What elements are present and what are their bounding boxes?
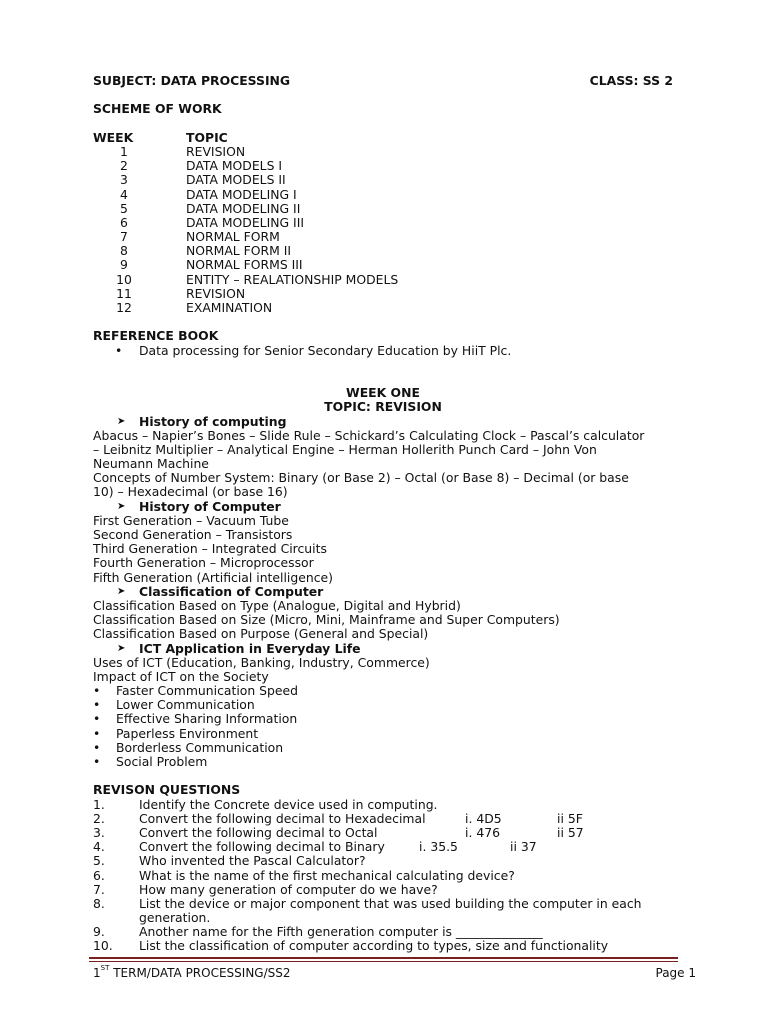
week-number: 1 xyxy=(120,143,128,159)
body-line: Classification Based on Size (Micro, Mini, Mainframe and Super Computers) xyxy=(93,612,560,628)
classification-heading: Classification of Computer xyxy=(139,583,324,599)
question-item xyxy=(93,939,673,953)
body-line: Classification Based on Purpose (General and Special) xyxy=(93,626,429,642)
impact-item: Borderless Communication xyxy=(116,739,284,755)
round-bullet-icon: • xyxy=(115,342,123,358)
question-text: Another name for the Fifth generation computer is ______________ xyxy=(139,924,543,940)
reference-text: Data processing for Senior Secondary Education by HiiT Plc. xyxy=(139,342,512,358)
body-line: – Leibnitz Multiplier – Analytical Engine – Herman Hollerith Punch Card – John Von xyxy=(93,441,597,457)
round-bullet-icon: • xyxy=(93,683,101,699)
week-number: 6 xyxy=(120,214,128,230)
section-heading xyxy=(93,415,673,429)
question-text: Convert the following decimal to Binary xyxy=(139,839,385,855)
body-line: Classification Based on Type (Analogue, Digital and Hybrid) xyxy=(93,597,461,613)
question-number: 1. xyxy=(93,796,105,812)
impact-item: Social Problem xyxy=(116,754,208,769)
week-topic: NORMAL FORM II xyxy=(186,243,292,259)
scheme-table xyxy=(93,145,673,315)
history-computer-heading: History of Computer xyxy=(139,498,281,514)
question-part-b: ii 37 xyxy=(510,839,537,855)
round-bullet-icon: • xyxy=(93,697,101,713)
question-number: 5. xyxy=(93,853,105,869)
week-number: 8 xyxy=(120,243,128,259)
list-item xyxy=(93,712,673,726)
body-line: Fourth Generation – Microprocessor xyxy=(93,555,314,571)
question-item xyxy=(93,869,673,883)
week-one-title: WEEK ONE xyxy=(346,385,420,401)
questions-title: REVISON QUESTIONS xyxy=(93,782,241,798)
footer-divider xyxy=(89,957,678,959)
question-item xyxy=(93,883,673,897)
question-number: 7. xyxy=(93,881,105,897)
arrowhead-bullet-icon: ➤ xyxy=(117,500,126,512)
week-topic: REVISION xyxy=(186,143,246,159)
scheme-row xyxy=(93,244,673,258)
question-text: List the classification of computer according to types, size and functionality xyxy=(139,938,609,954)
document-header xyxy=(93,74,673,88)
week-topic: DATA MODELS II xyxy=(186,172,286,188)
week-number: 11 xyxy=(116,285,132,301)
week-number: 2 xyxy=(120,158,128,174)
class-label: CLASS: SS 2 xyxy=(589,73,673,88)
week-number: 10 xyxy=(116,271,132,287)
question-part-a: i. 35.5 xyxy=(419,839,458,855)
question-text: What is the name of the first mechanical calculating device? xyxy=(139,867,515,883)
body-line: Uses of ICT (Education, Banking, Industry, Commerce) xyxy=(93,654,430,670)
body-line: Second Generation – Transistors xyxy=(93,527,293,542)
question-part-b: ii 5F xyxy=(557,810,583,826)
page-number: Page 1 xyxy=(655,966,696,980)
section-heading xyxy=(93,585,673,599)
question-item xyxy=(93,826,673,840)
footer-term-number: 1 xyxy=(93,966,101,980)
history-computing-heading: History of computing xyxy=(139,413,287,429)
question-number: 3. xyxy=(93,824,105,840)
question-text: How many generation of computer do we have? xyxy=(139,881,438,897)
impact-item: Faster Communication Speed xyxy=(116,683,298,699)
reference-title: REFERENCE BOOK xyxy=(93,328,219,344)
week-topic: NORMAL FORM xyxy=(186,229,280,245)
list-item xyxy=(93,741,673,755)
body-line: Concepts of Number System: Binary (or Base 2) – Octal (or Base 8) – Decimal (or base xyxy=(93,470,629,486)
document-page xyxy=(93,74,673,954)
week-topic: DATA MODELING III xyxy=(186,214,304,230)
scheme-row xyxy=(93,202,673,216)
question-part-a: i. 4D5 xyxy=(465,810,502,826)
question-item xyxy=(93,812,673,826)
scheme-row xyxy=(93,301,673,315)
week-topic: DATA MODELING II xyxy=(186,200,301,216)
question-text: Identify the Concrete device used in computing. xyxy=(139,796,438,812)
week-topic: DATA MODELS I xyxy=(186,158,283,174)
round-bullet-icon: • xyxy=(93,754,101,769)
scheme-row xyxy=(93,173,673,187)
week-one-topic: TOPIC: REVISION xyxy=(324,399,442,415)
footer-divider-thin xyxy=(89,961,678,962)
question-continuation xyxy=(93,911,673,925)
question-item xyxy=(93,854,673,868)
question-number: 10. xyxy=(93,938,113,954)
week-topic: NORMAL FORMS III xyxy=(186,257,303,273)
scheme-row xyxy=(93,145,673,159)
question-text: Convert the following decimal to Hexadecimal xyxy=(139,810,426,826)
topic-column-header: TOPIC xyxy=(186,129,228,145)
impact-item: Paperless Environment xyxy=(116,725,259,741)
week-number: 4 xyxy=(120,186,128,202)
week-number: 7 xyxy=(120,229,128,245)
body-line: 10) – Hexadecimal (or base 16) xyxy=(93,484,288,500)
impact-item: Effective Sharing Information xyxy=(116,711,298,727)
week-column-header: WEEK xyxy=(93,129,134,145)
scheme-title: SCHEME OF WORK xyxy=(93,101,222,117)
body-line: Fifth Generation (Artificial intelligence) xyxy=(93,569,333,585)
question-item xyxy=(93,840,673,854)
question-text-continued: generation. xyxy=(139,910,211,926)
question-item xyxy=(93,897,673,911)
scheme-row xyxy=(93,188,673,202)
week-topic: REVISION xyxy=(186,285,246,301)
body-line: Third Generation – Integrated Circuits xyxy=(93,541,327,557)
scheme-row xyxy=(93,216,673,230)
question-number: 6. xyxy=(93,867,105,883)
body-line: First Generation – Vacuum Tube xyxy=(93,512,289,528)
arrowhead-bullet-icon: ➤ xyxy=(117,585,126,597)
impact-item: Lower Communication xyxy=(116,697,255,713)
question-number: 9. xyxy=(93,924,105,940)
list-item xyxy=(93,698,673,712)
week-number: 3 xyxy=(120,172,128,188)
list-item xyxy=(93,727,673,741)
section-heading xyxy=(93,500,673,514)
question-number: 2. xyxy=(93,810,105,826)
footer-term-suffix: ST xyxy=(100,964,110,972)
question-item xyxy=(93,798,673,812)
arrowhead-bullet-icon: ➤ xyxy=(117,642,126,654)
arrowhead-bullet-icon: ➤ xyxy=(117,415,126,427)
week-number: 9 xyxy=(120,257,128,273)
question-number: 8. xyxy=(93,895,105,911)
week-topic: EXAMINATION xyxy=(186,300,273,315)
body-line: Neumann Machine xyxy=(93,456,209,472)
scheme-row xyxy=(93,287,673,301)
round-bullet-icon: • xyxy=(93,711,101,727)
footer-term-text: TERM/DATA PROCESSING/SS2 xyxy=(109,966,291,980)
section-heading xyxy=(93,642,673,656)
question-text: List the device or major component that was used building the computer in each xyxy=(139,895,642,911)
week-number: 5 xyxy=(120,200,128,216)
week-number: 12 xyxy=(116,300,132,315)
question-number: 4. xyxy=(93,839,105,855)
week-topic: DATA MODELING I xyxy=(186,186,297,202)
scheme-row xyxy=(93,159,673,173)
list-item xyxy=(93,684,673,698)
body-line: Abacus – Napier’s Bones – Slide Rule – Schickard’s Calculating Clock – Pascal’s calculator xyxy=(93,427,645,443)
round-bullet-icon: • xyxy=(93,739,101,755)
question-text: Convert the following decimal to Octal xyxy=(139,824,378,840)
scheme-table-header xyxy=(93,131,673,145)
body-line: Impact of ICT on the Society xyxy=(93,668,269,684)
week-topic: ENTITY – REALATIONSHIP MODELS xyxy=(186,271,399,287)
scheme-row xyxy=(93,230,673,244)
question-part-b: ii 57 xyxy=(557,824,584,840)
question-item xyxy=(93,925,673,939)
footer-document-label xyxy=(93,966,291,980)
ict-heading: ICT Application in Everyday Life xyxy=(139,640,361,656)
round-bullet-icon: • xyxy=(93,725,101,741)
subject-label: SUBJECT: DATA PROCESSING xyxy=(93,73,291,88)
reference-item xyxy=(93,344,673,358)
scheme-row xyxy=(93,258,673,272)
question-text: Who invented the Pascal Calculator? xyxy=(139,853,366,869)
scheme-row xyxy=(93,273,673,287)
question-part-a: i. 476 xyxy=(465,824,500,840)
list-item xyxy=(93,755,673,769)
